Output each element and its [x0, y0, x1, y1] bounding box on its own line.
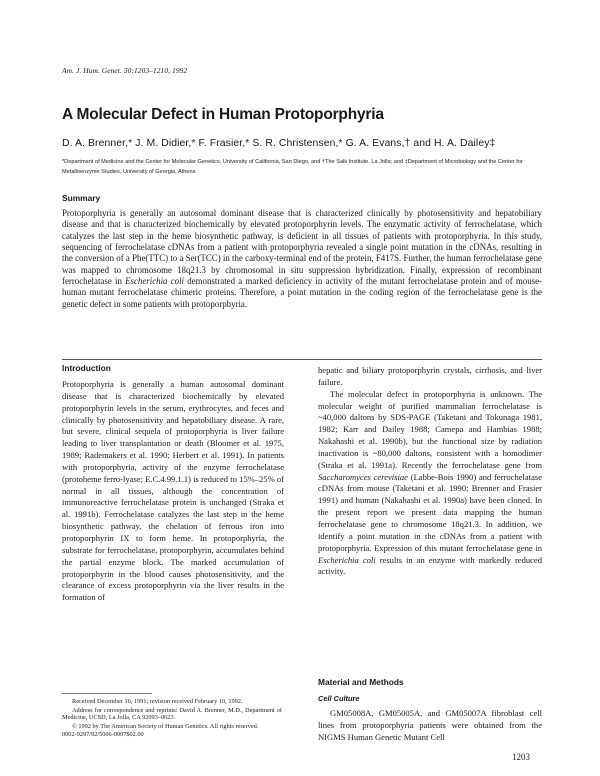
summary-organism: Escherichia coli: [125, 276, 185, 287]
right-column: [318, 365, 542, 578]
intro-p2-part-b: (Labbe-Bois 1990) and ferrochelatase cDNAs from mouse (Taketani et al. 1990; Brenner and Frasier 1991) and human (Nakahashi et al. 1990a) have been cloned. In the present report we present data mapping the human ferrochelatase gene to chromosome 18q21.3. In addition, we identify a point mutation in the cDNAs from a patient with protoporphyria. Expression of this mutant ferrochelatase gene in: [318, 471, 542, 553]
page-number: 1203: [512, 752, 530, 762]
author-list: D. A. Brenner,* J. M. Didier,* F. Frasier,* S. R. Christensen,* G. A. Evans,† and H. A. Dailey‡: [62, 138, 496, 149]
introduction-heading: Introduction: [62, 363, 111, 373]
cell-culture-subheading: Cell Culture: [318, 694, 360, 703]
intro-paragraph-1: Protoporphyria is generally a human autosomal dominant disease that is characterized biochemically by elevated protoporphyrin levels in the serum, erythrocytes, and feces and clinically by photosensitivity and hepatobiliary disease. A rare, but severe, clinical sequela of protoporphyria is liver failure leading to liver transplantation or death (Bloomer et al. 1975, 1989; Rademakers et al. 1990; Herbert et al. 1991). In patients with protoporphyria, activity of the enzyme ferrochelatase (protoheme ferro-lyase; E.C.4.99.1.1) is reduced to 15%–25% of normal in all tissues, although the concentration of immunoreactive ferrochelatase protein is unchanged (Straka et al. 1991b). Ferrochelatase catalyzes the last step in the heme biosynthetic pathway, the chelation of ferrous iron into protoporphyrin IX to form heme. In protoporphyria, the substrate for ferrochelatase, protoporphyrin, accumulates behind the partial enzyme block. The marked accumulation of protoporphyrin in the blood causes photosensitivity, and the clearance of excess protoporphyrin via the liver results in the formation of: [62, 379, 284, 603]
intro-p2-organism-2: Escherichia coli: [318, 554, 376, 565]
article-title: A Molecular Defect in Human Protoporphyria: [62, 106, 384, 123]
intro-p2-part-a: The molecular defect in protoporphyria is unknown. The molecular weight of purified mammalian ferrochelatase is ~40,000 daltons by SDS-PAGE (Taketani and Tokunaga 1981, 1982; Karr and Dailey 1988; Camepa and Hambias 1988; Nakahashi et al. 1990b), but the functional size by radiation inactivation is ~80,000 daltons, consistent with a homodimer (Straka et al. 1991a). Recently the ferrochelatase gene from: [318, 388, 542, 470]
section-divider: [62, 359, 542, 360]
footnotes: [62, 698, 282, 740]
footnote-issn: 0002-9297/92/5006-0007$02.00: [62, 731, 144, 739]
intro-paragraph-1-continued: hepatic and biliary protoporphyrin crystals, cirrhosis, and liver failure.: [318, 365, 542, 387]
left-column: [62, 379, 284, 604]
footnote-copyright: © 1992 by The American Society of Human Genetics. All rights reserved.: [72, 722, 259, 730]
methods-heading: Material and Methods: [318, 677, 404, 687]
footnote-address: Address for correspondence and reprints: David A. Brenner, M.D., Department of Medicine, UCSD, La Jolla, CA 92093–0623.: [62, 706, 282, 722]
journal-citation: Am. J. Hum. Genet. 50:1203–1210, 1992: [62, 66, 188, 75]
footnote-rule: [62, 693, 152, 694]
intro-p2-part-c: results in an enzyme with markedly reduced activity.: [318, 554, 542, 577]
methods-column: [318, 708, 542, 744]
summary-heading: Summary: [62, 193, 101, 203]
affiliations: *Department of Medicine and the Center for Molecular Genetics, University of California, San Diego, and †The Salk Institute, La Jolla; and ‡Department of Microbiology and the Center for Metalloenzyme Studies, University of Georgia, Athens: [62, 159, 523, 175]
footnote-received: Received December 16, 1991; revision received February 10, 1992.: [72, 698, 243, 705]
summary-text-part-1: Protoporphyria is generally an autosomal dominant disease that is characterized clinically by photosensitivity and hepatobiliary disease and that is characterized biochemically by elevated protoporphyrin levels. The enzymatic activity of ferrochelatase, which catalyzes the last step in the heme biosynthetic pathway, is deficient in all tissues of patients with protoporphyria. In this study, sequencing of ferrochelatase cDNAs from a patient with protoporphyria revealed a single point mutation in the cDNAs, resulting in the conversion of a Phe(TTC) to a Ser(TCC) in the carboxy-terminal end of the protein, F417S. Further, the human ferrochelatase gene was mapped to chromosome 18q21.3 by chromosomal in situ suppression hybridization. Finally, expression of recombinant ferrochelatase in: [62, 208, 542, 287]
intro-p2-organism: Saccharomyces cerevisiae: [318, 471, 408, 482]
cell-culture-text: GM05008A, GM05005A, and GM05007A fibroblast cell lines from protoporphyria patients were obtained from the NIGMS Human Genetic Mutant Cell: [318, 708, 542, 742]
summary-text-part-2: demonstrated a marked deficiency in activity of the mutant ferrochelatase protein and of mouse-human mutant ferrochelatase chimeric proteins. Therefore, a point mutation in the coding region of the ferrochelatase gene is the genetic defect in some patients with protoporphyria.: [62, 276, 542, 309]
intro-paragraph-2: [318, 389, 542, 579]
summary-text: [62, 208, 542, 310]
